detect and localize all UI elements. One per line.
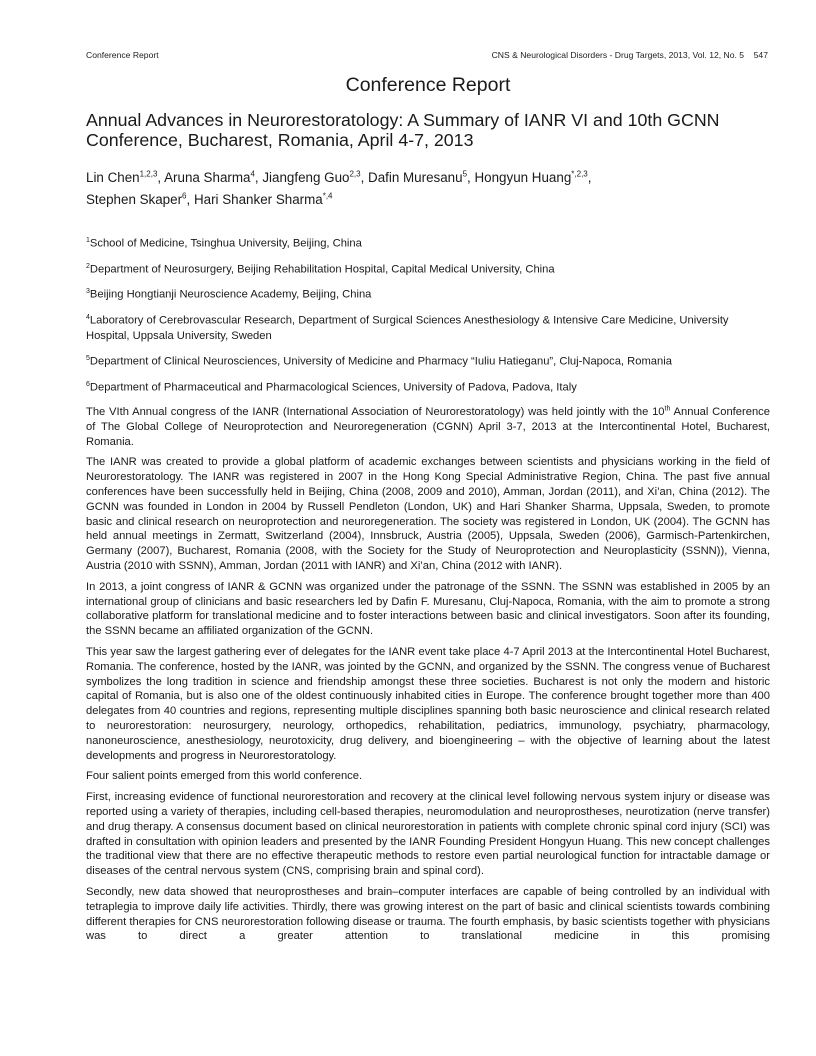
author: Dafin Muresanu$^5$, — [368, 170, 475, 186]
author-list — [86, 166, 776, 209]
body-paragraph: The IANR was created to provide a global platform of academic exchanges between scientists and physicians working in the field of Neurorestoratology. The IANR was registered in 2007 in the Hong Kong Special Administrative Region, China. The past five annual conferences have been successfully held in Beijing, China (2008, 2009 and 2010), Amman, Jordan (2011), and Xi’an, China (2012). The GCNN was founded in London in 2004 by Russell Pendleton (London, UK) and Hari Shanker Sharma, Uppsala, Sweden, to promote basic and clinical research on neuroprotection and neuroregeneration. The society was registered in London, UK (2004). The GCNN has held annual meetings in Zermatt, Switzerland (2004), Innsbruck, Austria (2005), Uppsala, Sweden (2006), Garmisch-Partenkirchen, Germany (2007), Bucharest, Romania (2008, with the Society for the Study of Neuroprotection and Neuroplasticity (SSNN)), Vienna, Austria (2010 with SSNN), Amman, Jordan (2011 with IANR) and Xi’an, China (2012 with IANR). — [86, 456, 770, 572]
author: Stephen Skaper$^6$, — [86, 191, 194, 207]
body-paragraph: In 2013, a joint congress of IANR & GCNN was organized under the patronage of the SSNN. The SSNN was established in 2005 by an international group of clinicians and basic researchers led by Dafin F. Muresanu, Cluj-Napoca, Romania, with the aim to promote a strong collaborative platform for translational medicine and to foster interactions between basic and clinical investigators. Soon after its founding, the SSNN became an affiliated organization of the GCNN. — [86, 580, 770, 638]
page-number: 547 — [753, 50, 768, 60]
affiliation: $^3$Beijing Hongtianji Neuroscience Academy, Beijing, China — [86, 288, 372, 302]
article-body — [86, 405, 770, 950]
affiliation: $^1$School of Medicine, Tsinghua University, Beijing, China — [86, 237, 362, 250]
author: Aruna Sharma$^4$, — [164, 170, 263, 186]
author: Hongyun Huang$^{*,2,3}$, — [474, 170, 592, 186]
affiliation: $^4$Laboratory of Cerebrovascular Research, Department of Surgical Sciences Anesthesiology & Intensive Care Medicine, University Hospital, Uppsala University, Sweden — [86, 314, 729, 342]
section-label: Conference Report — [345, 74, 511, 96]
author: Lin Chen$^{1,2,3}$, — [86, 170, 165, 186]
affiliation: $^5$Department of Clinical Neurosciences, University of Medicine and Pharmacy “Iuliu Hatieganu”, Cluj-Napoca, Romania — [86, 354, 672, 368]
author: Jiangfeng Guo$^{2,3}$, — [262, 170, 369, 186]
intro-paragraph: The VIth Annual congress of the IANR (International Association of Neurorestoratology) was held jointly with the 10th Annual Conference of The Global College of Neuroprotection and Neuroregeneration (CGNN) April 3-7, 2013 at the Intercontinental Hotel, Bucharest, Romania. — [86, 405, 770, 448]
running-head-journal — [492, 50, 768, 60]
affiliation: $^2$Department of Neurosurgery, Beijing Rehabilitation Hospital, Capital Medical University, China — [86, 262, 555, 276]
author: Hari Shanker Sharma$^{*,4}$ — [193, 191, 333, 207]
body-paragraph: First, increasing evidence of functional neurorestoration and recovery at the clinical level following nervous system injury or disease was reported using a variety of therapies, including cell-based therapies, neuromodulation and neuroprostheses, neurotization (nerve transfer) and drug therapy. A consensus document based on clinical neurorestoration in patients with complete chronic spinal cord injury (SCI) was drafted in consultation with opinion leaders and presented by the IANR Founding President Hongyun Huang. This new concept challenges the traditional view that there are no effective therapeutic methods to restore even partial neurological function for intractable damage or diseases of the central nervous system (CNS, comprising brain and spinal cord). — [86, 791, 770, 878]
affiliations — [86, 233, 770, 402]
journal-citation: CNS & Neurological Disorders - Drug Targets, 2013, Vol. 12, No. 5 — [491, 50, 745, 60]
affiliation: $^6$Department of Pharmaceutical and Pharmacological Sciences, University of Padova, Padova, Italy — [86, 380, 577, 394]
article-title: Annual Advances in Neurorestoratology: A Summary of IANR VI and 10th GCNN Conference, Bucharest, Romania, April 4-7, 2013 — [86, 110, 720, 150]
body-paragraph: This year saw the largest gathering ever of delegates for the IANR event take place 4-7 April 2013 at the Intercontinental Hotel Bucharest, Romania. The conference, hosted by the IANR, was jointed by the GCNN, and organized by the SSNN. The congress venue of Bucharest symbolizes the long tradition in science and friendship amongst these three societies. Bucharest is not only the modern and historic capital of Romania, but is also one of the oldest continuously inhabited cities in Europe. The conference brought together more than 400 delegates from 40 countries and regions, representing multiple disciplines spanning both basic neuroscience and clinical research related to neurorestoration: neurosurgery, neurology, orthopedics, rehabilitation, pediatrics, immunology, psychiatry, pharmacology, nanoneuroscience, anesthesiology, neurotoxicity, drug delivery, and bioengineering – with the objective of learning about the latest developments and progress in Neurorestoratology. — [86, 645, 770, 762]
body-paragraph: Secondly, new data showed that neuroprostheses and brain–computer interfaces are capable of being controlled by an individual with tetraplegia to improve daily life activities. Thirdly, there was growing interest on the part of basic and clinical scientists towards combining different therapies for CNS neurorestoration following disease or trauma. The fourth emphasis, by basic scientists together with physicians was to direct a greater attention to translational medicine in this promising — [86, 885, 770, 943]
body-paragraph: Four salient points emerged from this world conference. — [86, 770, 363, 783]
running-head-section: Conference Report — [86, 50, 159, 60]
